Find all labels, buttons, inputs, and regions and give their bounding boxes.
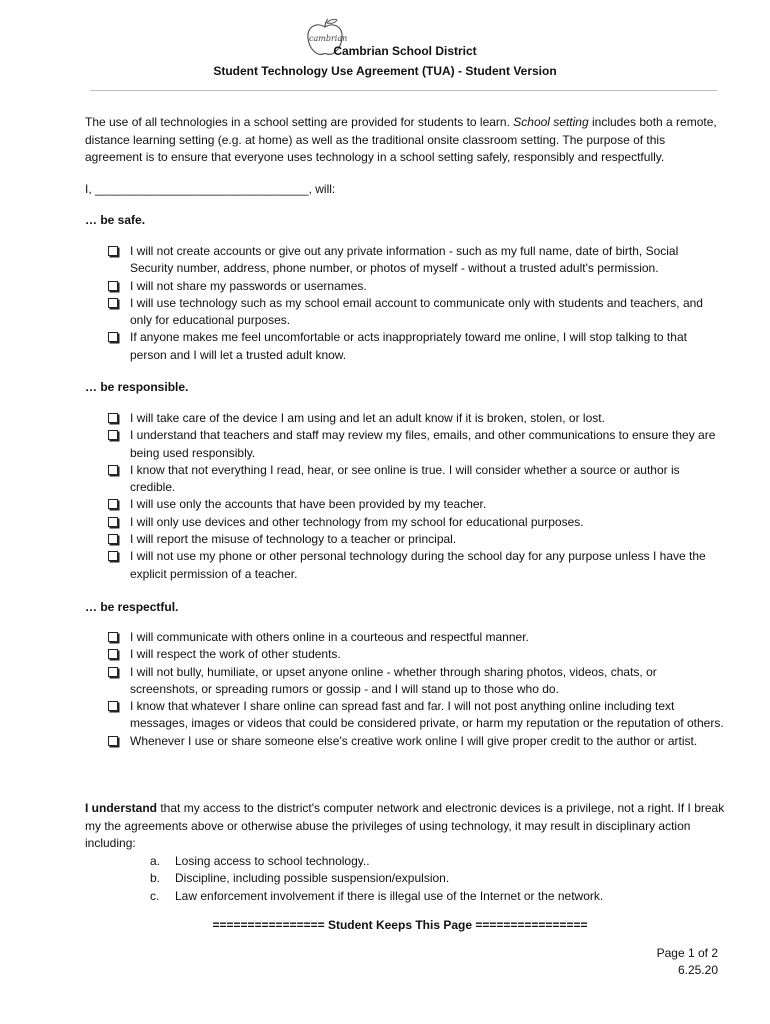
checklist-item-text: I understand that teachers and staff may review my files, emails, and other communications to ensure they are being used responsibly. bbox=[130, 428, 716, 460]
checkbox-icon bbox=[108, 632, 118, 642]
district-name: Cambrian School District bbox=[333, 44, 477, 58]
checklist-item bbox=[108, 496, 724, 513]
checkbox-icon bbox=[108, 246, 118, 256]
page-footer bbox=[657, 945, 718, 979]
checklist-item bbox=[108, 514, 724, 531]
checklist-item-text: I will take care of the device I am using and let an adult know if it is broken, stolen, or lost. bbox=[130, 411, 605, 425]
checklist-item-text: I will communicate with others online in a courteous and respectful manner. bbox=[130, 630, 529, 644]
checkbox-icon bbox=[108, 649, 118, 659]
checkbox-icon bbox=[108, 413, 118, 423]
checklist-item-text: I will not share my passwords or usernames. bbox=[130, 278, 367, 293]
section-heading-responsible: … be responsible. bbox=[85, 380, 189, 394]
checklist-item-text: I will not bully, humiliate, or upset anyone online - whether through sharing photos, videos, chats, or screenshots, or spreading rumors or gossip - and I will stand up to those who do. bbox=[130, 664, 657, 696]
checkbox-icon bbox=[108, 534, 118, 544]
disciplinary-actions-list bbox=[150, 853, 603, 905]
checkbox-icon bbox=[108, 736, 118, 746]
page-number: Page 1 of 2 bbox=[656, 946, 718, 960]
document-title: Student Technology Use Agreement (TUA) - Student Version bbox=[213, 64, 557, 78]
intro-text-1: The use of all technologies in a school setting are provided for students to learn. bbox=[85, 115, 514, 129]
student-keeps-banner: ================ Student Keeps This Page ================ bbox=[212, 918, 588, 932]
checklist-item-text: I will not use my phone or other personal technology during the school day for any purpose unless I have the explicit permission of a teacher. bbox=[130, 549, 706, 581]
action-marker: b. bbox=[150, 871, 161, 886]
checkbox-icon bbox=[108, 465, 118, 475]
checklist-item bbox=[108, 295, 724, 330]
checklist-item bbox=[108, 329, 724, 364]
checkbox-icon bbox=[108, 701, 118, 711]
checklist-item bbox=[108, 410, 724, 427]
action-item bbox=[150, 888, 603, 905]
responsible-checklist bbox=[108, 410, 724, 583]
checklist-item bbox=[108, 664, 724, 699]
action-marker: a. bbox=[150, 854, 161, 868]
checklist-item-text: I will use technology such as my school email account to communicate only with students and teachers, and only for educational purposes. bbox=[130, 295, 703, 328]
checklist-item bbox=[108, 629, 724, 646]
signature-line: I, ________________________________, will: bbox=[85, 182, 336, 196]
action-text: Law enforcement involvement if there is illegal use of the Internet or the network. bbox=[175, 888, 604, 903]
understanding-text: that my access to the district's computer network and electronic devices is a privilege, not a right. If I break my the agreements above or otherwise abuse the privileges of using technology, it may result in disciplinary action including: bbox=[85, 801, 725, 850]
checklist-item bbox=[108, 278, 724, 295]
checklist-item-text: I will not create accounts or give out any private information - such as my full name, date of birth, Social Security number, address, phone number, or photos of myself - without a trusted adult's permission. bbox=[130, 244, 679, 276]
checklist-item bbox=[108, 698, 724, 733]
action-item bbox=[150, 853, 603, 870]
understanding-lead: I understand bbox=[85, 801, 158, 815]
checklist-item bbox=[108, 243, 724, 278]
checklist-item bbox=[108, 462, 724, 497]
revision-date: 6.25.20 bbox=[677, 963, 718, 977]
header-divider bbox=[90, 90, 717, 91]
checklist-item bbox=[108, 646, 724, 663]
checklist-item bbox=[108, 427, 724, 462]
checklist-item-text: I know that whatever I share online can spread fast and far. I will not post anything online including text messages, images or videos that could be considered private, or harm my reputation or the reputation of others. bbox=[130, 699, 724, 731]
intro-text-2: includes both a remote, distance learning setting (e.g. at home) as well as the traditional onsite classroom setting. The purpose of this agreement is to ensure that everyone uses technology in a school setting safely, responsibly and respectfully. bbox=[85, 115, 717, 164]
checkbox-icon bbox=[108, 281, 118, 291]
action-item bbox=[150, 870, 603, 887]
understanding-paragraph bbox=[85, 800, 725, 853]
checkbox-icon bbox=[108, 499, 118, 509]
respectful-checklist bbox=[108, 629, 724, 750]
checkbox-icon bbox=[108, 517, 118, 527]
safe-checklist bbox=[108, 243, 724, 364]
checklist-item bbox=[108, 733, 724, 750]
checkbox-icon bbox=[108, 430, 118, 440]
checklist-item-text: I will use only the accounts that have been provided by my teacher. bbox=[130, 497, 487, 512]
checklist-item-text: I will only use devices and other technology from my school for educational purposes. bbox=[130, 514, 584, 529]
action-text: Discipline, including possible suspension/expulsion. bbox=[175, 871, 450, 886]
checklist-item-text: If anyone makes me feel uncomfortable or acts inappropriately toward me online, I will stop talking to that person and I will let a trusted adult know. bbox=[130, 330, 687, 362]
checklist-item-text: Whenever I use or share someone else's creative work online I will give proper credit to the author or artist. bbox=[130, 733, 698, 748]
action-text: Losing access to school technology.. bbox=[175, 854, 370, 868]
section-heading-respectful: … be respectful. bbox=[85, 600, 179, 614]
checklist-item-text: I will respect the work of other students. bbox=[130, 647, 341, 662]
checklist-item-text: I will report the misuse of technology to a teacher or principal. bbox=[130, 532, 457, 547]
section-heading-safe: … be safe. bbox=[85, 213, 146, 227]
checklist-item-text: I know that not everything I read, hear, or see online is true. I will consider whether a source or author is credible. bbox=[130, 462, 680, 495]
intro-paragraph bbox=[85, 114, 725, 167]
checklist-item bbox=[108, 531, 724, 548]
checkbox-icon bbox=[108, 667, 118, 677]
checkbox-icon bbox=[108, 332, 118, 342]
checkbox-icon bbox=[108, 298, 118, 308]
intro-emphasis: School setting bbox=[513, 115, 589, 129]
logo-wordmark: cambrian bbox=[309, 34, 348, 43]
action-marker: c. bbox=[150, 888, 160, 903]
checkbox-icon bbox=[108, 551, 118, 561]
checklist-item bbox=[108, 548, 724, 583]
